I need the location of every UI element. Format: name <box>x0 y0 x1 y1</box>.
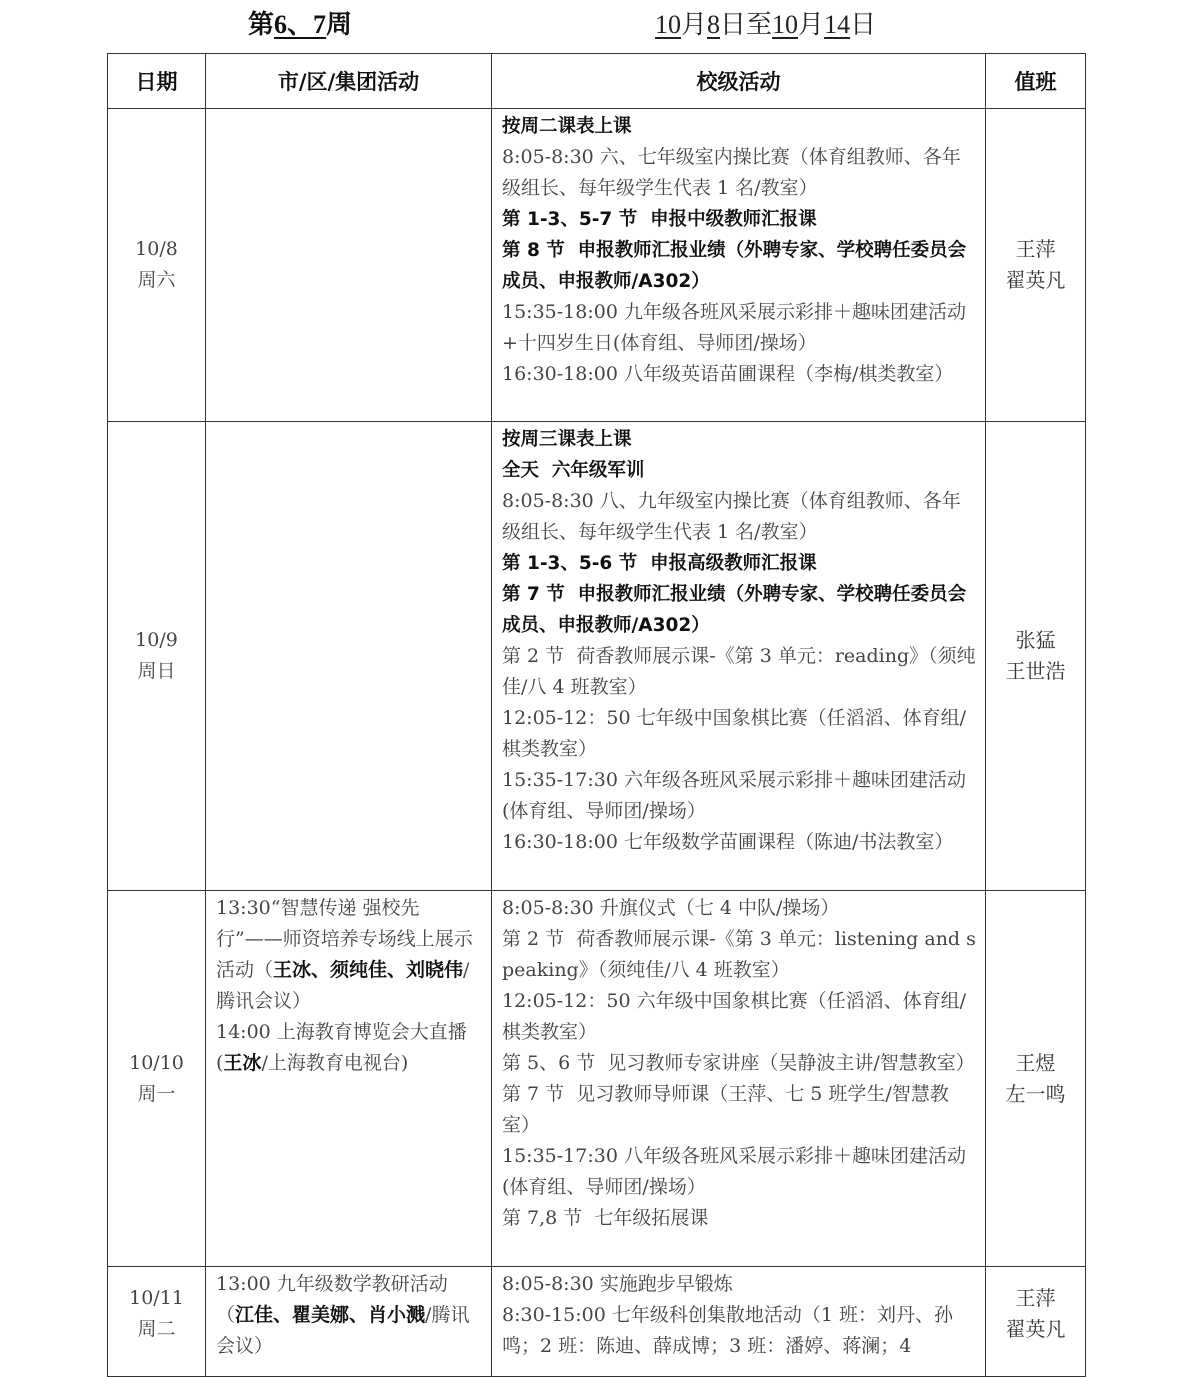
school-activity-item: 8:05-8:30 六、七年级室内操比赛（体育组教师、各年级组长、每年级学生代表 1 名/教室） <box>502 146 961 199</box>
district-activity-item <box>216 1017 483 1079</box>
duty-teacher-name: 翟英凡 <box>1005 268 1066 292</box>
school-activity-item: 8:30-15:00 七年级科创集散地活动（1 班：刘丹、孙鸣；2 班：陈迪、薛成博；3 班：潘婷、蒋澜；4 <box>502 1304 954 1357</box>
duty-teacher-name: 王萍 <box>1015 237 1056 261</box>
duty-cell <box>986 422 1086 891</box>
school-activity-item: 8:05-8:30 八、九年级室内操比赛（体育组教师、各年级组长、每年级学生代表 1 名/教室） <box>502 490 961 543</box>
table-header-row <box>108 54 1086 109</box>
weekday-label: 周一 <box>137 1082 176 1105</box>
table-row <box>108 1267 1086 1377</box>
district-activities-cell <box>206 1267 492 1377</box>
column-header-district-activities: 市/区/集团活动 <box>206 54 492 109</box>
activity-text: /腾讯会议） <box>216 1304 470 1357</box>
participant-names: 王冰、须纯佳、刘晓伟 <box>273 959 464 981</box>
school-activity-item: 第 8 节 申报教师汇报业绩（外聘专家、学校聘任委员会成员、申报教师/A302） <box>502 240 967 292</box>
table-row <box>108 422 1086 891</box>
school-activity-item: 按周三课表上课 <box>502 429 632 450</box>
school-activity-item: 16:30-18:00 七年级数学苗圃课程（陈迪/书法教室） <box>502 831 954 853</box>
school-activities-cell <box>492 1267 986 1377</box>
school-activities-cell <box>492 109 986 422</box>
school-activities-cell <box>492 891 986 1267</box>
column-header-duty: 值班 <box>986 54 1086 109</box>
weekday-label: 周二 <box>137 1318 176 1340</box>
week-value: 6、7 <box>274 10 327 39</box>
school-activity-item: 第 5、6 节 见习教师专家讲座（吴静波主讲/智慧教室） <box>502 1052 975 1074</box>
table-row <box>108 891 1086 1267</box>
school-activity-item: 按周二课表上课 <box>502 116 632 137</box>
date-cell <box>108 109 206 422</box>
duty-teacher-name: 左一鸣 <box>1005 1081 1066 1106</box>
date-value: 10/11 <box>129 1287 184 1309</box>
participant-names: 江佳、瞿美娜、肖小溅 <box>235 1304 426 1326</box>
school-activity-item: 第 1-3、5-6 节 申报高级教师汇报课 <box>502 553 817 574</box>
date-value: 10/8 <box>135 238 178 260</box>
participant-names: 王冰 <box>223 1052 262 1074</box>
school-activity-item: 12:05-12：50 七年级中国象棋比赛（任滔滔、体育组/棋类教室） <box>502 707 966 760</box>
date-value: 10/10 <box>129 1051 184 1074</box>
duty-teacher-name: 王煜 <box>1015 1050 1056 1075</box>
table-row <box>108 109 1086 422</box>
school-activity-item: 全天 六年级军训 <box>502 460 645 481</box>
date-value: 10/9 <box>135 629 178 651</box>
duty-teacher-name: 张猛 <box>1015 628 1056 652</box>
school-activity-item: 第 7,8 节 七年级拓展课 <box>502 1207 709 1229</box>
duty-teacher-name: 王萍 <box>1015 1286 1056 1310</box>
activity-text: /腾讯会议） <box>216 959 470 1012</box>
school-activity-item: 12:05-12：50 六年级中国象棋比赛（任滔滔、体育组/棋类教室） <box>502 990 966 1043</box>
weekly-schedule-table <box>107 53 1086 1377</box>
date-cell <box>108 1267 206 1377</box>
activity-text: 13:00 九年级数学教研活动（ <box>216 1273 448 1326</box>
duty-cell <box>986 891 1086 1267</box>
week-number: 第6、7周 <box>248 10 353 39</box>
date-range: 10月8日至10月14日 <box>655 10 877 39</box>
date-cell <box>108 422 206 891</box>
schedule-title-bar <box>0 0 1191 50</box>
duty-teacher-name: 翟英凡 <box>1005 1317 1066 1341</box>
school-activity-item: 15:35-17:30 八年级各班风采展示彩排＋趣味团建活动(体育组、导师团/操场） <box>502 1145 966 1198</box>
school-activity-item: 第 2 节 荷香教师展示课-《第 3 单元：reading》（须纯佳/八 4 班教室） <box>502 645 976 698</box>
column-header-date: 日期 <box>108 54 206 109</box>
duty-cell <box>986 109 1086 422</box>
duty-cell <box>986 1267 1086 1377</box>
duty-teacher-name: 王世浩 <box>1005 659 1066 683</box>
district-activities-cell <box>206 422 492 891</box>
activity-text: 14:00 上海教育博览会大直播( <box>216 1021 467 1074</box>
district-activities-cell <box>206 109 492 422</box>
activity-text: 13:30“智慧传递 强校先行”——师资培养专场线上展示活动（ <box>216 897 473 981</box>
school-activity-item: 15:35-18:00 九年级各班风采展示彩排＋趣味团建活动+十四岁生日(体育组、导师团/操场） <box>502 301 966 354</box>
activity-text: /上海教育电视台) <box>261 1052 409 1074</box>
school-activities-cell <box>492 422 986 891</box>
school-activity-item: 8:05-8:30 实施跑步早锻炼 <box>502 1273 733 1295</box>
district-activities-cell <box>206 891 492 1267</box>
district-activity-item <box>216 1269 483 1362</box>
school-activity-item: 8:05-8:30 升旗仪式（七 4 中队/操场） <box>502 897 840 919</box>
school-activity-item: 第 1-3、5-7 节 申报中级教师汇报课 <box>502 209 817 230</box>
weekday-label: 周日 <box>137 660 176 682</box>
school-activity-item: 第 7 节 见习教师导师课（王萍、七 5 班学生/智慧教室） <box>502 1083 949 1136</box>
weekday-label: 周六 <box>137 269 176 291</box>
school-activity-item: 第 2 节 荷香教师展示课-《第 3 单元：listening and speaking》（须纯佳/八 4 班教室） <box>502 928 976 981</box>
school-activity-item: 16:30-18:00 八年级英语苗圃课程（李梅/棋类教室） <box>502 363 954 385</box>
column-header-school-activities: 校级活动 <box>492 54 986 109</box>
date-cell <box>108 891 206 1267</box>
school-activity-item: 15:35-17:30 六年级各班风采展示彩排＋趣味团建活动(体育组、导师团/操场） <box>502 769 966 822</box>
school-activity-item: 第 7 节 申报教师汇报业绩（外聘专家、学校聘任委员会成员、申报教师/A302） <box>502 584 967 636</box>
district-activity-item <box>216 893 483 1017</box>
